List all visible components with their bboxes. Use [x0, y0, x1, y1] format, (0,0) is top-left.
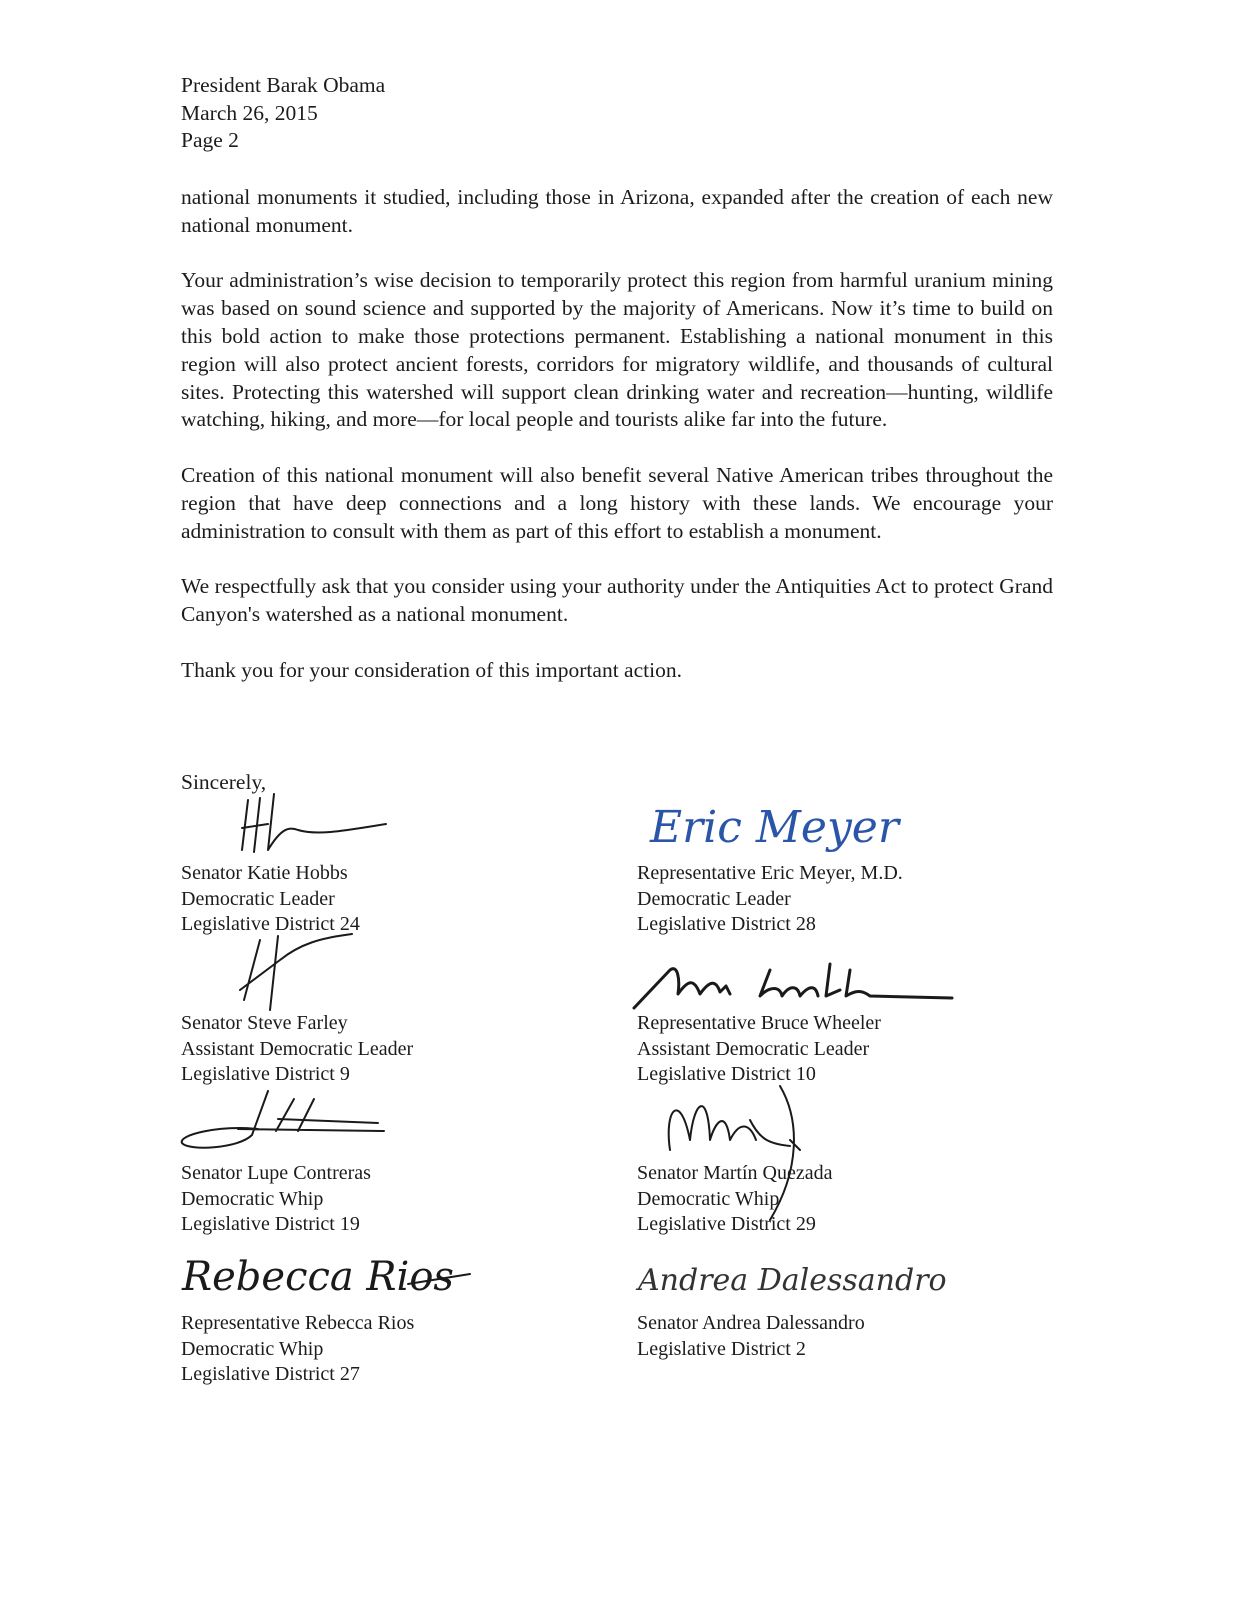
signatory-district: Legislative District 2	[637, 1337, 806, 1360]
paragraph: We respectfully ask that you consider using your authority under the Antiquities Act to protect Grand Canyon's watershed as a national monument.	[181, 574, 1053, 626]
letter-body	[181, 184, 1053, 712]
signatory-contreras	[181, 1161, 371, 1238]
signature-meyer-text: Eric Meyer	[650, 802, 899, 853]
signatory-district: Legislative District 9	[181, 1063, 350, 1085]
page-number: Page 2	[181, 128, 239, 152]
signatory-name: Representative Bruce Wheeler	[637, 1012, 881, 1034]
signatory-district: Legislative District 27	[181, 1363, 360, 1385]
closing: Sincerely,	[181, 770, 267, 794]
signatory-wheeler	[637, 1011, 881, 1088]
signatory-district: Legislative District 29	[637, 1213, 816, 1235]
signatory-title: Assistant Democratic Leader	[181, 1037, 414, 1060]
signatory-title: Democratic Leader	[637, 887, 791, 910]
signature-farley	[220, 930, 360, 1020]
signatory-name: Senator Lupe Contreras	[181, 1162, 371, 1184]
signatory-name: Representative Rebecca Rios	[181, 1312, 415, 1334]
signature-wheeler	[630, 950, 960, 1020]
paragraph: Creation of this national monument will also benefit several Native American tribes throughout the region that have deep connections and a long history with these lands. We encourage your administration to consult with them as part of this effort to establish a monument.	[181, 462, 1053, 543]
signatory-quezada	[637, 1161, 832, 1238]
signatory-district: Legislative District 28	[637, 913, 816, 935]
signatory-district: Legislative District 24	[181, 913, 360, 935]
signature-dalessandro	[636, 1250, 947, 1320]
paragraph: national monuments it studied, including those in Arizona, expanded after the creation of each new national monument.	[181, 185, 1053, 237]
signatory-title: Assistant Democratic Leader	[637, 1037, 870, 1060]
signatory-farley	[181, 1011, 413, 1088]
signatory-hobbs	[181, 861, 360, 938]
signature-hobbs	[228, 790, 398, 870]
signatory-title: Democratic Whip	[181, 1187, 324, 1210]
signatory-name: Representative Eric Meyer, M.D.	[637, 862, 903, 884]
letter-date: March 26, 2015	[181, 100, 318, 125]
signatory-title: Democratic Leader	[181, 887, 335, 910]
signatory-district: Legislative District 10	[637, 1063, 816, 1085]
paragraph: Thank you for your consideration of this important action.	[181, 657, 682, 682]
signatory-name: Senator Andrea Dalessandro	[637, 1312, 865, 1334]
signature-rios	[178, 1240, 478, 1310]
signature-dalessandro-text: Andrea Dalessandro	[638, 1263, 947, 1298]
letter-header	[181, 72, 385, 155]
signature-rios-text: Rebecca Rios	[182, 1254, 454, 1300]
signatory-name: Senator Steve Farley	[181, 1012, 348, 1034]
signatory-dalessandro	[637, 1311, 865, 1362]
signatory-name: Senator Martín Quezada	[637, 1162, 833, 1184]
signatory-district: Legislative District 19	[181, 1213, 360, 1235]
signatory-rios	[181, 1311, 414, 1388]
signatory-title: Democratic Whip	[637, 1187, 780, 1210]
signatory-title: Democratic Whip	[181, 1337, 324, 1360]
signatory-name: Senator Katie Hobbs	[181, 862, 348, 884]
recipient: President Barak Obama	[181, 73, 386, 97]
paragraph: Your administration’s wise decision to temporarily protect this region from harmful uranium mining was based on sound science and supported by the majority of Americans. Now it’s time to build on this bold action to make those protections permanent. Establishing a national monument in this region will also protect ancient forests, corridors for migratory wildlife, and thousands of cultural sites. Protecting this watershed will support clean drinking water and recreation—hunting, wildlife watching, hiking, and more—for local people and tourists alike far into the future.	[181, 268, 1053, 432]
signatory-meyer	[637, 861, 903, 938]
signature-contreras	[178, 1085, 388, 1155]
